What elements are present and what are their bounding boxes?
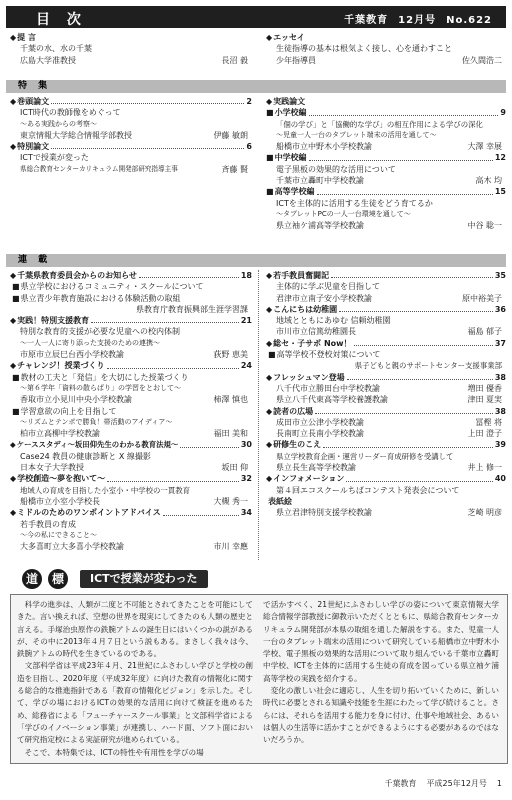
kenshusei-affiliation: 県立長生高等学校教諭: [276, 463, 356, 473]
teigen-head: ◆ 提 言: [10, 32, 36, 43]
toc-entry-shogakko[interactable]: [266, 107, 506, 118]
yochien-affiliation: 市川市立信篤幼稚園長: [276, 327, 356, 337]
jissen-head: ◆ 実践論文: [266, 96, 305, 107]
oshirase-item-1: ■ 県立学校におけるコミュニティ・スクールについて: [12, 282, 203, 291]
challenge-item-1-subtitle: ～第６学年「資料の散らばり」の学習をとおして～: [20, 383, 181, 392]
shien-head: ◆ 実践！特別支援教育: [10, 315, 89, 326]
toc-entry-yochien[interactable]: [266, 304, 506, 315]
yochien-title: 地域とともにあゆむ 信頼幼稚園: [276, 316, 391, 326]
toc-entry-kenshusei[interactable]: [266, 439, 506, 450]
article-column-2: で活かすべく、21世紀にふさわしい学びの姿について東京情報大学総合情報学部教授に御教示いただくとともに、県総合教育センターカリキュラム開発部が本県の取組を通した解説をする。また、児童一人一台のタブレット端末の活用について研究している船橋市立中野木小学校、電子黒板の効果的な活用について取り組んでいる千葉市立轟町中学校、ICTを主体的に活用する生徒の育成を図っている県立袖ケ浦高等学校の実践を紹介する。 変化の激しい社会に適応し、人生を切り拓いていくために、新しい時代に必要とされる知識や技能を生涯にわたって学び続けること。さらには、それらを活用する能力を身に付け、仕事や地域社会、あるいは個人の生活等に活かすことができるようにする必要があるのではないだろうか。: [263, 600, 499, 745]
tokubetsu-head: ◆ 特別論文: [10, 141, 49, 152]
toc-entry-kantou[interactable]: [10, 96, 252, 107]
cover-art-name: 芝崎 明彦: [467, 508, 502, 518]
chugakko-affiliation: 千葉市立轟町中学校教諭: [276, 176, 364, 186]
oshirase-affiliation: 県教育庁教育振興部生涯学習課: [136, 304, 248, 314]
middle-page: 34: [240, 508, 252, 518]
tokubetsu-title: ICTで授業が変った: [20, 153, 89, 163]
wakate-name: 原中裕美子: [462, 293, 502, 303]
chugakko-page: 12: [494, 153, 506, 163]
section-label-rensai: 連 載: [18, 255, 52, 265]
teigen-title[interactable]: 千葉の水、水の千葉: [20, 44, 92, 54]
freshman-2-affiliation: 県立八千代東高等学校養護教諭: [276, 395, 388, 405]
freshman-1-affiliation: 八千代市立勝田台中学校教諭: [276, 383, 380, 393]
oshirase-item-2: ■ 県立青少年教育施設における体験活動の取組: [12, 294, 181, 303]
issue-number: No.622: [446, 15, 492, 26]
cover-art-head: 表紙絵: [268, 496, 292, 506]
toc-entry-middle[interactable]: [10, 507, 252, 518]
kantou-name: 伊藤 敏朗: [213, 130, 248, 140]
rensai-left: [10, 270, 252, 552]
case-study-title: Case24 教員の健康診断と X 線撮影: [20, 451, 151, 461]
dokusha-2-name: 上田 澄子: [467, 429, 502, 439]
dokusha-2-affiliation: 長南町立長南小学校教諭: [276, 429, 364, 439]
kenshusei-title: 県立学校教育企画・運営リーダー育成研修を受講して: [276, 451, 454, 461]
toc-entry-wakate[interactable]: [266, 270, 506, 281]
toc-entry-kotogakko[interactable]: [266, 186, 506, 197]
dokusha-1-name: 冨樫 将: [475, 417, 502, 427]
information-page: 40: [494, 474, 506, 484]
essay-title[interactable]: 生徒指導の基本は根気よく接し、心を通わすこと: [276, 44, 452, 54]
chugakko-title: 電子黒板の効果的な活用について: [276, 164, 396, 174]
freshman-head: ◆ フレッシュマン登場: [266, 372, 345, 383]
tokushu-right: [266, 96, 506, 232]
cover-art-affiliation: 県立君津特別支援学校教諭: [276, 508, 372, 518]
teigen-affiliation: 広島大学准教授: [20, 55, 76, 65]
article-title: ICTで授業が変わった: [80, 570, 208, 588]
yochien-head: ◆ こんにちは幼稚園: [266, 304, 337, 315]
toc-entry-dokusha[interactable]: [266, 406, 506, 417]
chugakko-head: ■ 中学校編: [266, 152, 307, 163]
shien-page: 21: [240, 316, 252, 326]
issue-month: 12月号: [398, 15, 437, 26]
tokushu-left: [10, 96, 252, 175]
wakate-head: ◆ 若手教員奮闘記: [266, 270, 329, 281]
challenge-item-1-name: 柿澤 慎也: [213, 395, 248, 405]
kotogakko-head: ■ 高等学校編: [266, 186, 315, 197]
essay-name: 佐久間浩二: [462, 55, 502, 65]
section-bar-rensai: [6, 254, 506, 267]
wakate-affiliation: 君津市立南子安小学校教諭: [276, 293, 372, 303]
footer-issue: 平成25年12月号: [426, 779, 487, 788]
kantou-page: 2: [246, 97, 252, 106]
toc-header: [6, 6, 506, 28]
information-head: ◆ インフォメーション: [266, 473, 344, 484]
wakate-title: 主体的に学ぶ児童を目指して: [276, 282, 380, 292]
oshirase-page: 18: [240, 271, 252, 280]
tokubetsu-affiliation: 県総合教育センターカリキュラム開発部研究指導主事: [20, 164, 178, 173]
kotogakko-name: 中谷 聡一: [467, 221, 502, 231]
article-column-1: 科学の進歩は、人類が二度と不可能とされてきたことを可能にしてきた。言い換えれば、空想の世界を現実にしてきたのも人類の歴史と言える。手塚治虫原作の鉄腕アトムの誕生日にはいくつかの説があるが、その中に2013年４月７日という説もある。まさしく我々は今、鉄腕アトムの時代を生きているのである。 文部科学省は平成23年４月、21世紀にふさわしい学びと学校の創造を目指し、2020年度（平成32年度）に向けた教育の情報化に関する総合的な推進指針である「教育の情報化ビジョン」を示した。そして、学びの場におけるICTの効果的な活用に向けて検証を進めるため、総務省による「フューチャースクール事業」と文部科学省による「学びのイノベーション事業」が連携し、ハード面、ソフト面において研究指定校による実証研究が進められている。 そこで、本特集では、ICTの特性や有用性を学びの場: [17, 600, 253, 757]
shogakko-affiliation: 船橋市立中野木小学校教諭: [276, 142, 372, 152]
middle-name: 市川 幸應: [213, 542, 248, 552]
challenge-item-2-name: 福田 美和: [213, 429, 248, 439]
toc-entry-chugakko[interactable]: [266, 152, 506, 163]
shogakko-page: 9: [500, 108, 506, 118]
information-title: 第４回エコスクールちばコンテスト発表会について: [276, 485, 460, 495]
magazine-info: [334, 11, 492, 26]
editorial-article: [10, 594, 508, 764]
kenshusei-page: 39: [494, 440, 506, 450]
gakko-sozo-title: 地域人の育成を目指した小室小・中学校の一貫教育: [20, 485, 190, 495]
kotogakko-subtitle: ～タブレットPCの一人一台環境を通して～: [276, 209, 411, 218]
page-footer: [375, 778, 502, 789]
toc-entry-tokubetsu[interactable]: [10, 141, 252, 152]
gakko-sozo-name: 大槻 秀一: [213, 496, 248, 506]
gakko-sozo-affiliation: 船橋市立小室小学校長: [20, 496, 100, 506]
kotogakko-affiliation: 県立袖ケ浦高等学校教諭: [276, 221, 364, 231]
rensai-right: [266, 270, 506, 519]
wakate-page: 35: [494, 271, 506, 280]
toku-character: 標: [48, 569, 68, 589]
kantou-affiliation: 東京情報大学総合情報学部教授: [20, 130, 132, 140]
kotogakko-page: 15: [494, 187, 506, 197]
shien-affiliation: 市原市立辰巳台西小学校教諭: [20, 350, 124, 360]
dokusha-head: ◆ 読者の広場: [266, 406, 313, 417]
freshman-1-name: 増田 優香: [467, 383, 502, 393]
toc-entry-information[interactable]: [266, 473, 506, 484]
challenge-item-2: ■ 学習意欲の向上を目指して: [12, 407, 117, 416]
oshirase-head: ◆ 千葉県教育委員会からのお知らせ: [10, 270, 137, 281]
footer-magazine: 千葉教育: [384, 779, 417, 788]
middle-subtitle: ～今の私にできること～: [20, 530, 97, 539]
doutoku-banner: [22, 568, 302, 590]
kantou-title: ICT時代の教師像をめぐって: [20, 108, 121, 118]
challenge-item-2-affiliation: 柏市立高柳中学校教諭: [20, 429, 100, 439]
tokubetsu-name: 斉藤 賢: [221, 164, 248, 174]
toc-entry-freshman[interactable]: [266, 372, 506, 383]
section-bar-tokushu: [6, 80, 506, 93]
section-label-tokushu: 特 集: [18, 81, 52, 91]
gakko-sozo-page: 32: [240, 474, 252, 484]
yochien-name: 福島 郁子: [467, 327, 502, 337]
dokusha-1-affiliation: 成田市立公津小学校教諭: [276, 417, 364, 427]
case-study-name: 坂田 仰: [221, 463, 248, 473]
freshman-2-name: 津田 夏実: [467, 395, 502, 405]
shogakko-head: ■ 小学校編: [266, 107, 307, 118]
middle-affiliation: 大多喜町立大多喜小学校教諭: [20, 542, 124, 552]
toc-entry-oshirase[interactable]: [10, 270, 252, 281]
kenshusei-head: ◆ 研修生のこえ: [266, 439, 321, 450]
sose-head: ◆ 総セ・子サポ Now！: [266, 338, 352, 349]
sose-page: 37: [494, 338, 506, 348]
kotogakko-title: ICTを主体的に活用する生徒をどう育てるか: [276, 198, 433, 208]
shien-title: 特別な教育的支援が必要な児童への校内体制: [20, 327, 180, 337]
middle-title: 若手教員の育成: [20, 519, 76, 529]
toc-entry-tokubetsu-shien[interactable]: [10, 315, 252, 326]
case-study-page: 30: [240, 440, 252, 450]
middle-head: ◆ ミドルのためのワンポイントアドバイス: [10, 507, 161, 518]
toc-entry-case-study[interactable]: [10, 439, 252, 450]
teigen-block: [10, 32, 252, 66]
footer-page-number: 1: [496, 779, 502, 788]
teigen-name: 長沼 毅: [221, 55, 248, 65]
freshman-page: 38: [494, 372, 506, 382]
shien-name: 荻野 恵美: [213, 350, 248, 360]
kenshusei-name: 井上 修一: [467, 463, 502, 473]
toc-entry-sose[interactable]: [266, 338, 506, 349]
yochien-page: 36: [494, 304, 506, 314]
shien-subtitle: ～一人一人に寄り添った支援のための連携～: [20, 338, 160, 347]
column-divider: [258, 270, 259, 560]
shogakko-name: 大澤 幸展: [467, 142, 502, 152]
challenge-item-1-affiliation: 香取市立小見川中央小学校教諭: [20, 395, 132, 405]
essay-affiliation: 少年指導員: [276, 55, 316, 65]
dokusha-page: 38: [494, 406, 506, 416]
kantou-subtitle: ～ある実践からの考察～: [20, 119, 97, 128]
essay-block: [266, 32, 506, 66]
challenge-item-1: ■ 教材の工夫と「発信」を大切にした授業づくり: [12, 373, 189, 382]
gakko-sozo-head: ◆ 学校創造～夢を抱いて～: [10, 473, 105, 484]
toc-title: 目 次: [36, 12, 87, 28]
toc-entry-challenge[interactable]: [10, 360, 252, 371]
magazine-name: 千葉教育: [344, 15, 389, 26]
toc-entry-gakko-sozo[interactable]: [10, 473, 252, 484]
essay-head: ◆ エッセイ: [266, 32, 305, 43]
challenge-head: ◆ チャレンジ！授業づくり: [10, 360, 105, 371]
challenge-item-2-subtitle: ～リズムとテンポで勝負！帯活動のアイディア～: [20, 417, 173, 426]
case-study-affiliation: 日本女子大学教授: [20, 463, 84, 473]
shogakko-title: 「個の学び」と「協働的な学び」の相互作用による学びの深化: [276, 119, 483, 129]
dou-character: 道: [22, 569, 42, 589]
case-study-head: ◆ ケーススタディ～坂田仰先生のわかる教育法規～: [10, 439, 178, 450]
sose-title: ■ 高等学校不登校対策について: [268, 350, 380, 359]
sose-affiliation: 県子どもと親のサポートセンター支援事業部: [354, 361, 502, 371]
kantou-head: ◆ 巻頭論文: [10, 96, 49, 107]
tokubetsu-page: 6: [246, 142, 252, 152]
chugakko-name: 高木 均: [475, 176, 502, 186]
challenge-page: 24: [240, 361, 252, 371]
shogakko-subtitle: ～児童一人一台のタブレット端末の活用を通して～: [276, 130, 437, 139]
